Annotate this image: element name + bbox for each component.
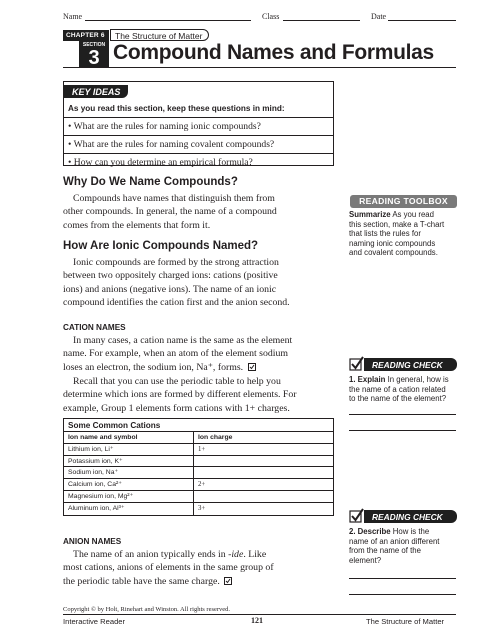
reading-check-tag: READING CHECK [364,510,457,523]
key-ideas-box [63,81,334,166]
reading-check-tag: READING CHECK [364,358,457,371]
table-title: Some Common Cations [64,419,333,432]
section-why-paragraph: Compounds have names that distinguish them from other compounds. In general, the name of a compound comes from the elements that form it. [63,193,277,231]
date-field[interactable] [388,12,456,21]
page-title: Compound Names and Formulas [113,41,434,64]
anion-names-heading: ANION NAMES [63,537,122,546]
anion-paragraph: The name of an anion typically ends in -ide. Like most cations, anions of elements in the same group of the periodic table have the same charge. [63,549,274,587]
key-idea-item: • What are the rules for naming ionic compounds? [64,117,333,135]
table-row: Sodium ion, Na⁺ [64,467,333,479]
footer-book-title: Interactive Reader [63,617,126,626]
reading-check-2-question: 2. Describe How is the name of an anion different from the name of the element? [349,527,440,565]
page-number: 121 [251,616,263,625]
answer-line[interactable] [349,578,456,579]
title-rule [63,67,456,68]
name-label: Name [63,12,83,21]
table-row: Lithium ion, Li⁺ 1+ [64,444,333,456]
cation-paragraph-1: In many cases, a cation name is the same as the element name. For example, when an atom of the element sodium loses an electron, the sodium ion, Na⁺, forms. [63,335,293,373]
name-field[interactable] [85,12,251,21]
table-header-row [64,432,333,444]
section-badge [79,41,109,67]
copyright: Copyright © by Holt, Rinehart and Winston. All rights reserved. [63,606,231,613]
table-row: Aluminum ion, Al³⁺ 3+ [64,503,333,515]
section-heading-ionic: How Are Ionic Compounds Named? [63,240,259,252]
footer-chapter-title: The Structure of Matter [366,617,445,626]
reading-check-1-question: 1. Explain In general, how is the name of a cation related to the name of the element? [349,375,449,404]
table-row: Magnesium ion, Mg²⁺ [64,491,333,503]
chapter-label: CHAPTER 6 [63,30,109,41]
key-ideas-intro: As you read this section, keep these questions in mind: [68,104,285,113]
check-box-icon [224,577,232,585]
table-header-ion: Ion name and symbol [64,432,194,443]
cation-paragraph-2: Recall that you can use the periodic table to help you determine which ions are formed by different elements. For example, Group 1 elements form cations with 1+ charges. [63,376,297,414]
date-label: Date [371,12,387,21]
answer-line[interactable] [349,594,456,595]
common-cations-table [63,418,334,516]
cation-names-heading: CATION NAMES [63,323,126,332]
answer-line[interactable] [349,414,456,415]
check-box-icon [248,363,256,371]
checkmark-box-icon [349,356,365,372]
section-label: SECTION [82,42,106,48]
class-field[interactable] [283,12,360,21]
section-heading-why: Why Do We Name Compounds? [63,176,238,188]
answer-line[interactable] [349,430,456,431]
key-idea-item: • What are the rules for naming covalent compounds? [64,135,333,153]
footer-rule [63,614,456,615]
key-ideas-tag: KEY IDEAS [64,85,128,98]
class-label: Class [262,12,280,21]
reading-toolbox-tag: READING TOOLBOX [350,195,457,208]
table-row: Potassium ion, K⁺ [64,456,333,468]
table-header-charge: Ion charge [198,434,233,441]
table-row: Calcium ion, Ca²⁺ 2+ [64,479,333,491]
key-idea-item: • How can you determine an empirical formula? [64,153,333,171]
checkmark-box-icon [349,508,365,524]
section-number: 3 [88,47,100,69]
summarize-note: Summarize As you read this section, make a T-chart that lists the rules for naming ionic compounds and covalent compounds. [349,210,445,258]
chapter-title-tab: The Structure of Matter [110,29,209,41]
section-ionic-paragraph: Ionic compounds are formed by the strong attraction between two oppositely charged ions: cations (positive ions) and anions (negative ions). The name of an ionic compound identifies the cation first and the anion second. [63,257,290,309]
